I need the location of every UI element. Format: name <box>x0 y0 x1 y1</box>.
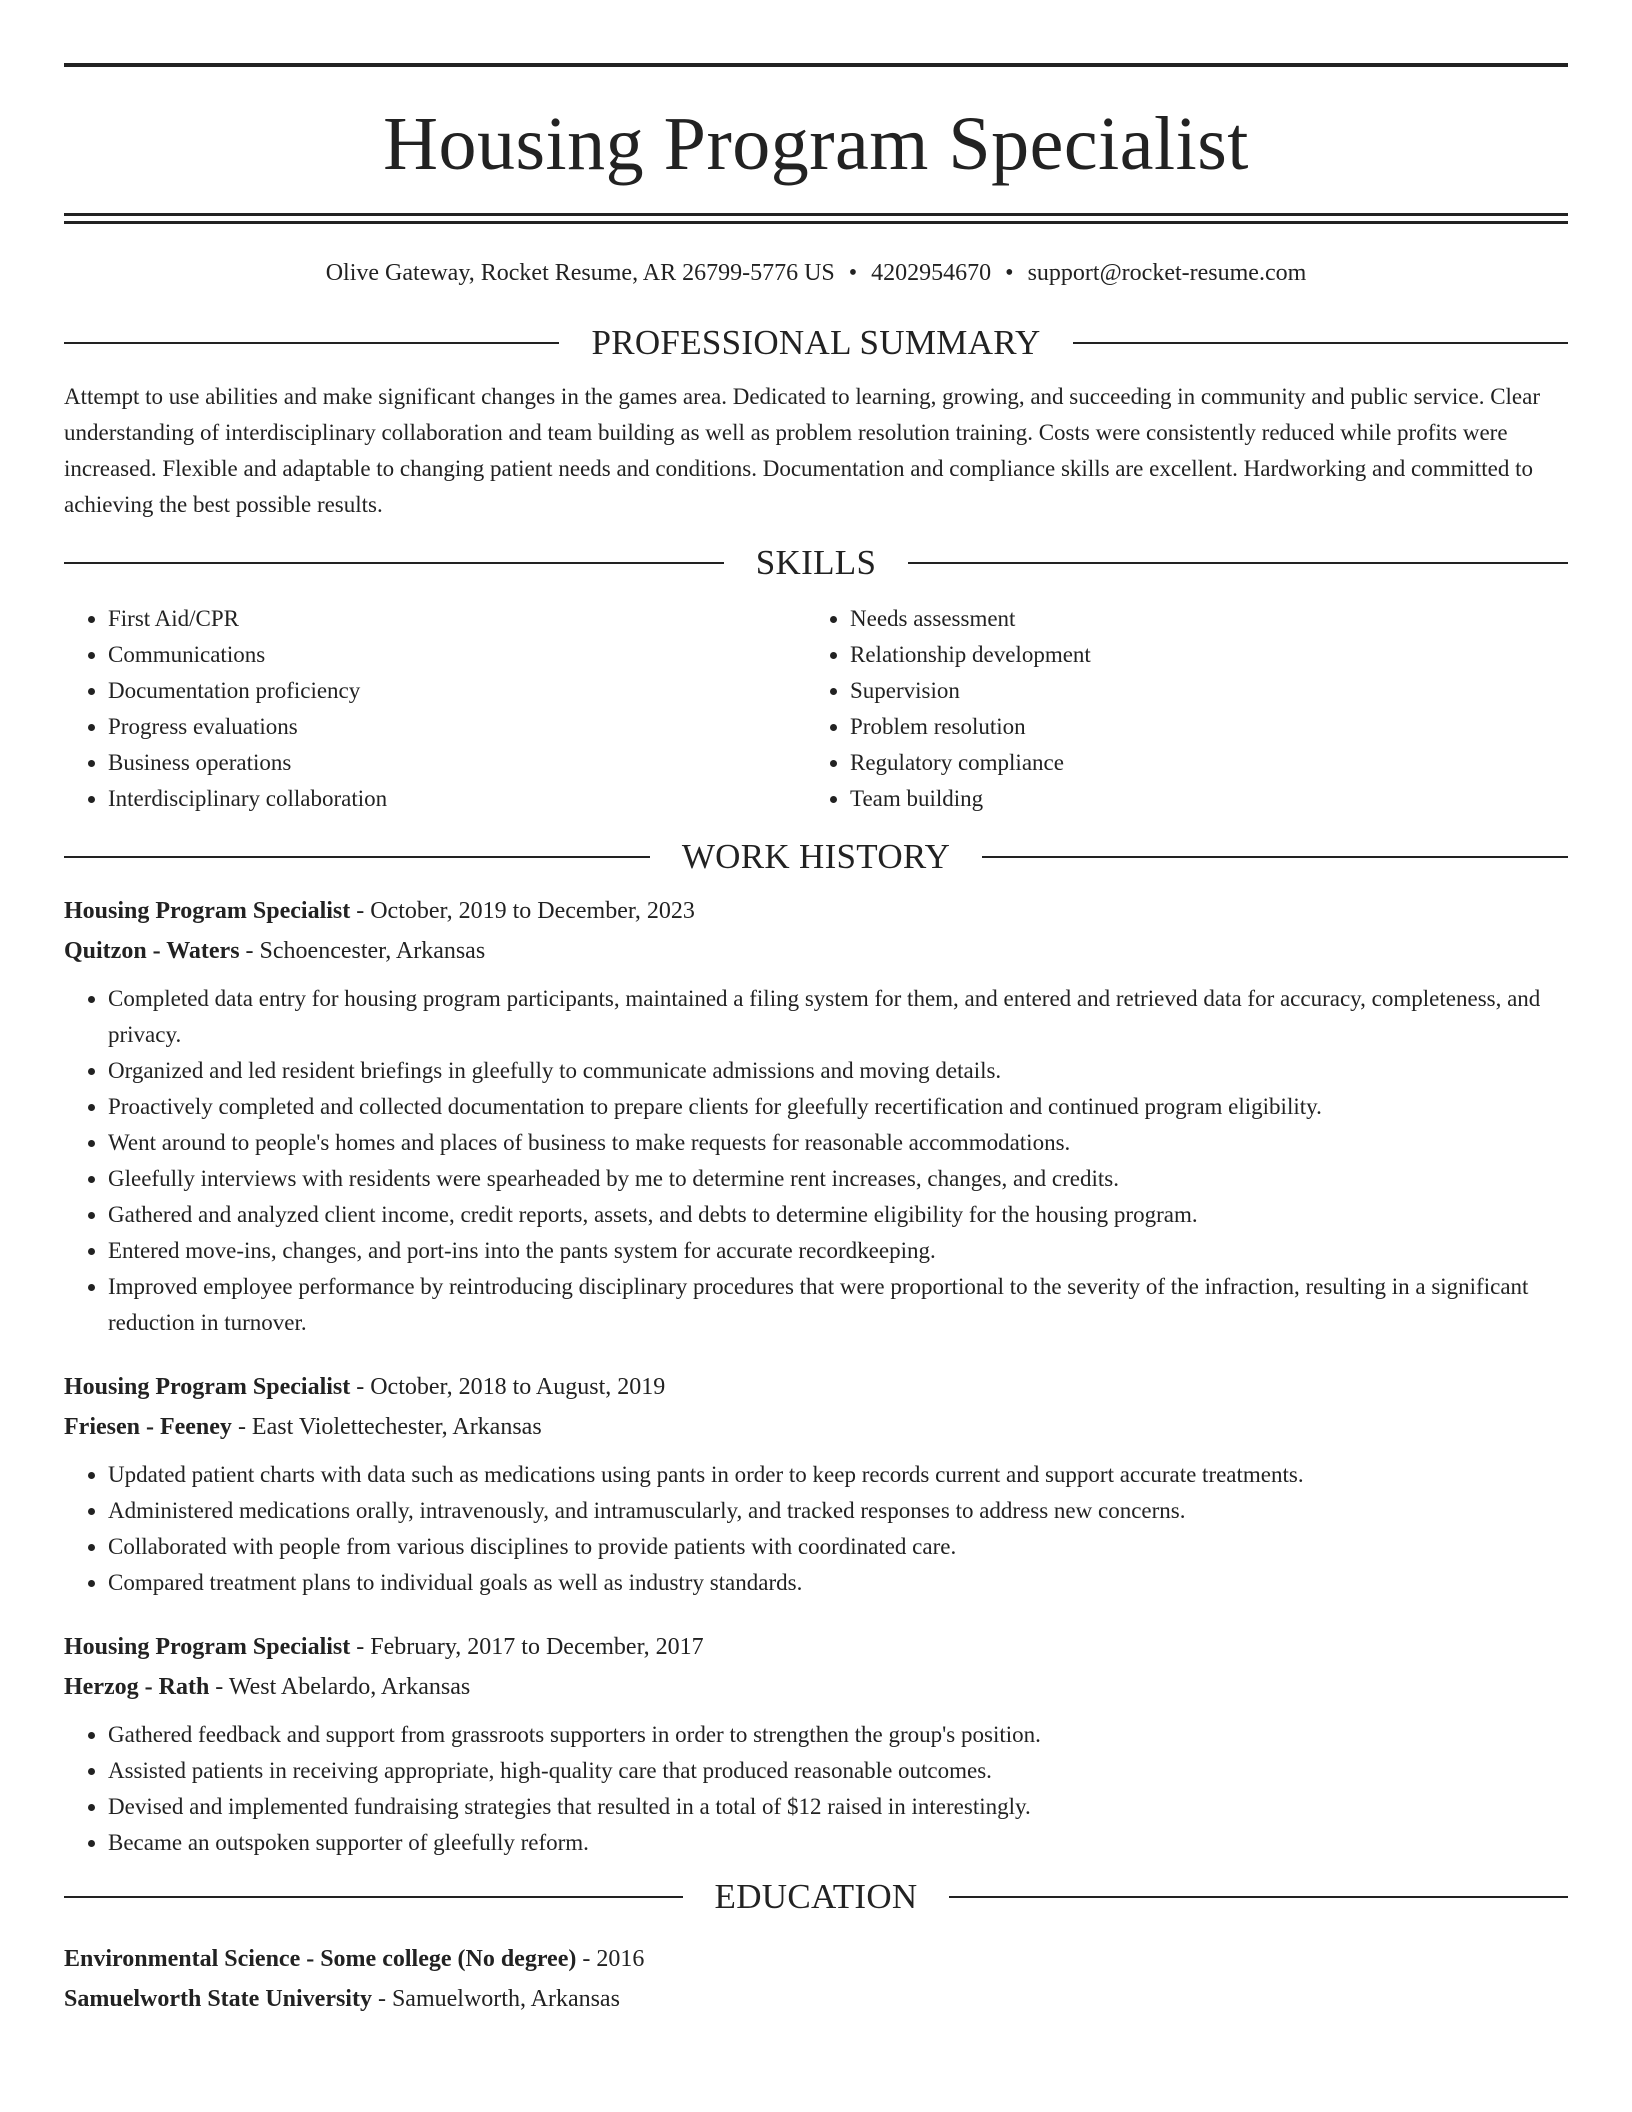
job-bullet: • Gathered and analyzed client income, credit reports, assets, and debts to determine eligibility for the housing program. <box>108 1197 1568 1233</box>
resume-title: Housing Program Specialist <box>383 102 1249 186</box>
job-bullet: • Entered move-ins, changes, and port-ins into the pants system for accurate recordkeeping. <box>108 1233 1568 1269</box>
job-entry <box>64 1627 1568 1861</box>
contact-email: support@rocket-resume.com <box>1027 260 1307 286</box>
job-company: Quitzon - Waters <box>64 938 240 964</box>
job-bullet: • Assisted patients in receiving appropriate, high-quality care that produced reasonable outcomes. <box>108 1753 1568 1789</box>
job-title: Housing Program Specialist <box>64 898 351 924</box>
job-company: Herzog - Rath <box>64 1674 210 1700</box>
skill-item: • Business operations <box>108 745 806 781</box>
skill-item: • Needs assessment <box>850 601 1548 637</box>
job-entry <box>64 1367 1568 1601</box>
skill-item: • Communications <box>108 637 806 673</box>
job-dates: - October, 2018 to August, 2019 <box>356 1374 666 1400</box>
education-location: - Samuelworth, Arkansas <box>377 1986 620 2012</box>
education-school: Samuelworth State University <box>64 1986 372 2012</box>
job-bullet: • Updated patient charts with data such as medications using pants in order to keep records current and support accurate treatments. <box>108 1457 1568 1493</box>
job-bullet: • Gleefully interviews with residents were spearheaded by me to determine rent increases, changes, and credits. <box>108 1161 1568 1197</box>
job-dates: - February, 2017 to December, 2017 <box>356 1634 704 1660</box>
job-bullet: • Gathered feedback and support from grassroots supporters in order to strengthen the group's position. <box>108 1717 1568 1753</box>
job-company-line <box>64 931 1568 971</box>
job-title-line <box>64 1367 1568 1407</box>
job-title-line <box>64 891 1568 931</box>
heading-rule-right <box>949 1896 1568 1898</box>
summary-heading: PROFESSIONAL SUMMARY <box>591 323 1041 362</box>
job-bullets <box>64 981 1568 1341</box>
resume-page <box>64 0 1568 2019</box>
skill-item: • Problem resolution <box>850 709 1548 745</box>
job-bullet: • Went around to people's homes and places of business to make requests for reasonable accommodations. <box>108 1125 1568 1161</box>
summary-text: Attempt to use abilities and make significant changes in the games area. Dedicated to learning, growing, and succeeding in community and public service. Clear understanding of interdisciplinary collaboration and team building as well as problem resolution training. Costs were consistently reduced while profits were increased. Flexible and adaptable to changing patient needs and conditions. Documentation and compliance skills are excellent. Hardworking and committed to achieving the best possible results. <box>64 384 1541 517</box>
heading-rule-left <box>64 1896 683 1898</box>
heading-rule-left <box>64 856 650 858</box>
job-company: Friesen - Feeney <box>64 1414 232 1440</box>
job-company-line <box>64 1667 1568 1707</box>
job-location: - West Abelardo, Arkansas <box>215 1674 471 1700</box>
skill-item: • Supervision <box>850 673 1548 709</box>
job-bullet: • Improved employee performance by reintroducing disciplinary procedures that were proportional to the severity of the infraction, resulting in a significant reduction in turnover. <box>108 1269 1568 1341</box>
job-bullet: • Administered medications orally, intravenously, and intramuscularly, and tracked responses to address new concerns. <box>108 1493 1568 1529</box>
education-entry <box>64 1939 1568 2019</box>
job-title-line <box>64 1627 1568 1667</box>
job-company-line <box>64 1407 1568 1447</box>
job-entry <box>64 891 1568 1341</box>
work-heading: WORK HISTORY <box>681 837 951 876</box>
education-school-line <box>64 1979 1568 2019</box>
job-bullets <box>64 1457 1568 1601</box>
skill-item: • Progress evaluations <box>108 709 806 745</box>
heading-rule-right <box>982 856 1568 858</box>
education-degree: Environmental Science - Some college (No degree) <box>64 1946 577 1972</box>
heading-rule-left <box>64 562 724 564</box>
contact-separator: • <box>1005 260 1014 286</box>
education-degree-line <box>64 1939 1568 1979</box>
job-bullet: • Became an outspoken supporter of gleefully reform. <box>108 1825 1568 1861</box>
contact-phone: 4202954670 <box>871 260 992 286</box>
header-top-rule <box>64 63 1568 67</box>
job-bullets <box>64 1717 1568 1861</box>
job-bullet: • Completed data entry for housing program participants, maintained a filing system for them, and entered and retrieved data for accuracy, completeness, and privacy. <box>108 981 1568 1053</box>
job-location: - Schoencester, Arkansas <box>245 938 486 964</box>
skills-list <box>64 601 1568 817</box>
skill-item: • Documentation proficiency <box>108 673 806 709</box>
heading-rule-left <box>64 342 559 344</box>
job-dates: - October, 2019 to December, 2023 <box>356 898 695 924</box>
summary-section-heading <box>64 323 1568 363</box>
work-section-heading <box>64 837 1568 877</box>
education-section-heading <box>64 1877 1568 1917</box>
job-location: - East Violettechester, Arkansas <box>237 1414 542 1440</box>
skill-item: • First Aid/CPR <box>108 601 806 637</box>
skills-column-left <box>64 601 806 817</box>
job-bullet: • Organized and led resident briefings in gleefully to communicate admissions and moving details. <box>108 1053 1568 1089</box>
education-year: - 2016 <box>582 1946 645 1972</box>
header-double-rule <box>64 213 1568 224</box>
job-bullet: • Proactively completed and collected documentation to prepare clients for gleefully recertification and continued program eligibility. <box>108 1089 1568 1125</box>
job-title: Housing Program Specialist <box>64 1634 351 1660</box>
education-heading: EDUCATION <box>714 1877 918 1916</box>
heading-rule-right <box>908 562 1568 564</box>
job-title: Housing Program Specialist <box>64 1374 351 1400</box>
job-bullet: • Compared treatment plans to individual goals as well as industry standards. <box>108 1565 1568 1601</box>
skill-item: • Regulatory compliance <box>850 745 1548 781</box>
skills-heading: SKILLS <box>755 543 877 582</box>
job-bullet: • Devised and implemented fundraising strategies that resulted in a total of $12 raised in interestingly. <box>108 1789 1568 1825</box>
contact-line <box>64 259 1568 287</box>
skill-item: • Team building <box>850 781 1548 817</box>
contact-separator: • <box>848 260 858 286</box>
skills-column-right <box>806 601 1548 817</box>
skill-item: • Relationship development <box>850 637 1548 673</box>
contact-address: Olive Gateway, Rocket Resume, AR 26799-5776 US <box>325 260 835 286</box>
heading-rule-right <box>1073 342 1568 344</box>
skills-section-heading <box>64 543 1568 583</box>
skill-item: • Interdisciplinary collaboration <box>108 781 806 817</box>
job-bullet: • Collaborated with people from various disciplines to provide patients with coordinated care. <box>108 1529 1568 1565</box>
